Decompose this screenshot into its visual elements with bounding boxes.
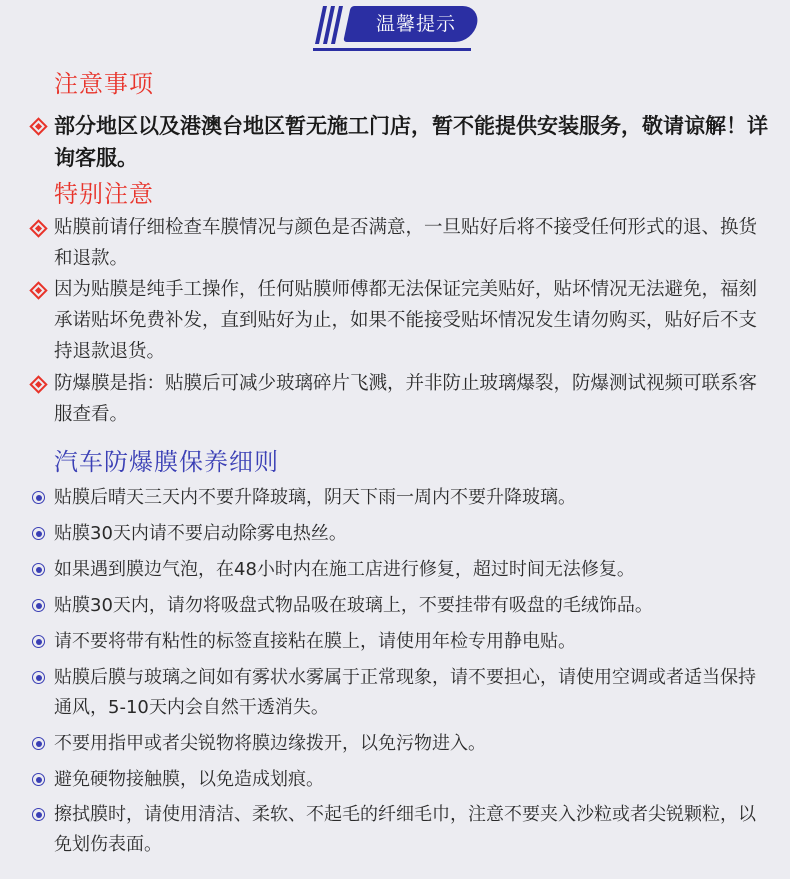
care-item — [30, 591, 770, 621]
care-item-text: 贴膜30天内请不要启动除雾电热丝。 — [54, 523, 347, 544]
care-item-text: 请不要将带有粘性的标签直接粘在膜上，请使用年检专用静电贴。 — [54, 631, 576, 652]
special-item — [30, 368, 770, 430]
care-item — [30, 729, 770, 759]
circle-dot-icon — [32, 527, 45, 540]
care-item — [30, 765, 770, 795]
diamond-icon — [29, 375, 47, 393]
care-item-text: 避免硬物接触膜，以免造成划痕。 — [54, 769, 324, 790]
special-item — [30, 212, 770, 274]
circle-dot-icon — [32, 773, 45, 786]
diamond-icon — [29, 281, 47, 299]
circle-dot-icon — [32, 563, 45, 576]
care-item — [30, 483, 770, 513]
diamond-icon — [29, 117, 47, 135]
care-item — [30, 519, 770, 549]
banner-underline — [313, 48, 471, 51]
special-section-title: 特别注意 — [54, 180, 154, 208]
banner-title: 温馨提示 — [375, 13, 456, 35]
notice-item — [30, 110, 770, 174]
circle-dot-icon — [32, 599, 45, 612]
special-item-text: 防爆膜是指：贴膜后可减少玻璃碎片飞溅，并非防止玻璃爆裂，防爆测试视频可联系客服查看。 — [54, 373, 758, 425]
care-item-text: 如果遇到膜边气泡，在48小时内在施工店进行修复，超过时间无法修复。 — [54, 559, 635, 580]
circle-dot-icon — [32, 671, 45, 684]
care-item — [30, 800, 770, 860]
care-item — [30, 663, 770, 723]
circle-dot-icon — [32, 491, 45, 504]
care-item-text: 不要用指甲或者尖锐物将膜边缘拨开，以免污物进入。 — [54, 733, 486, 754]
notice-item-text: 部分地区以及港澳台地区暂无施工门店，暂不能提供安装服务，敬请谅解！详询客服。 — [54, 114, 768, 170]
care-item — [30, 627, 770, 657]
special-item-text: 贴膜前请仔细检查车膜情况与颜色是否满意，一旦贴好后将不接受任何形式的退、换货和退款。 — [54, 217, 758, 269]
diamond-icon — [29, 219, 47, 237]
notice-section-title: 注意事项 — [54, 70, 154, 98]
special-item-text: 因为贴膜是纯手工操作，任何贴膜师傅都无法保证完美贴好，贴坏情况无法避免，福刻承诺贴坏免费补发，直到贴好为止，如果不能接受贴坏情况发生请勿购买，贴好后不支持退款退货。 — [54, 279, 758, 362]
header-banner — [313, 6, 478, 44]
care-item-text: 擦拭膜时，请使用清洁、柔软、不起毛的纤细毛巾，注意不要夹入沙粒或者尖锐颗粒，以免划伤表面。 — [54, 804, 756, 855]
care-item-text: 贴膜后膜与玻璃之间如有雾状水雾属于正常现象，请不要担心，请使用空调或者适当保持通风，5-10天内会自然干透消失。 — [54, 667, 756, 718]
circle-dot-icon — [32, 808, 45, 821]
care-item — [30, 555, 770, 585]
circle-dot-icon — [32, 737, 45, 750]
care-item-text: 贴膜后晴天三天内不要升降玻璃，阴天下雨一周内不要升降玻璃。 — [54, 487, 576, 508]
special-item — [30, 274, 770, 367]
care-item-text: 贴膜30天内，请勿将吸盘式物品吸在玻璃上，不要挂带有吸盘的毛绒饰品。 — [54, 595, 653, 616]
care-section-title: 汽车防爆膜保养细则 — [54, 448, 279, 476]
circle-dot-icon — [32, 635, 45, 648]
